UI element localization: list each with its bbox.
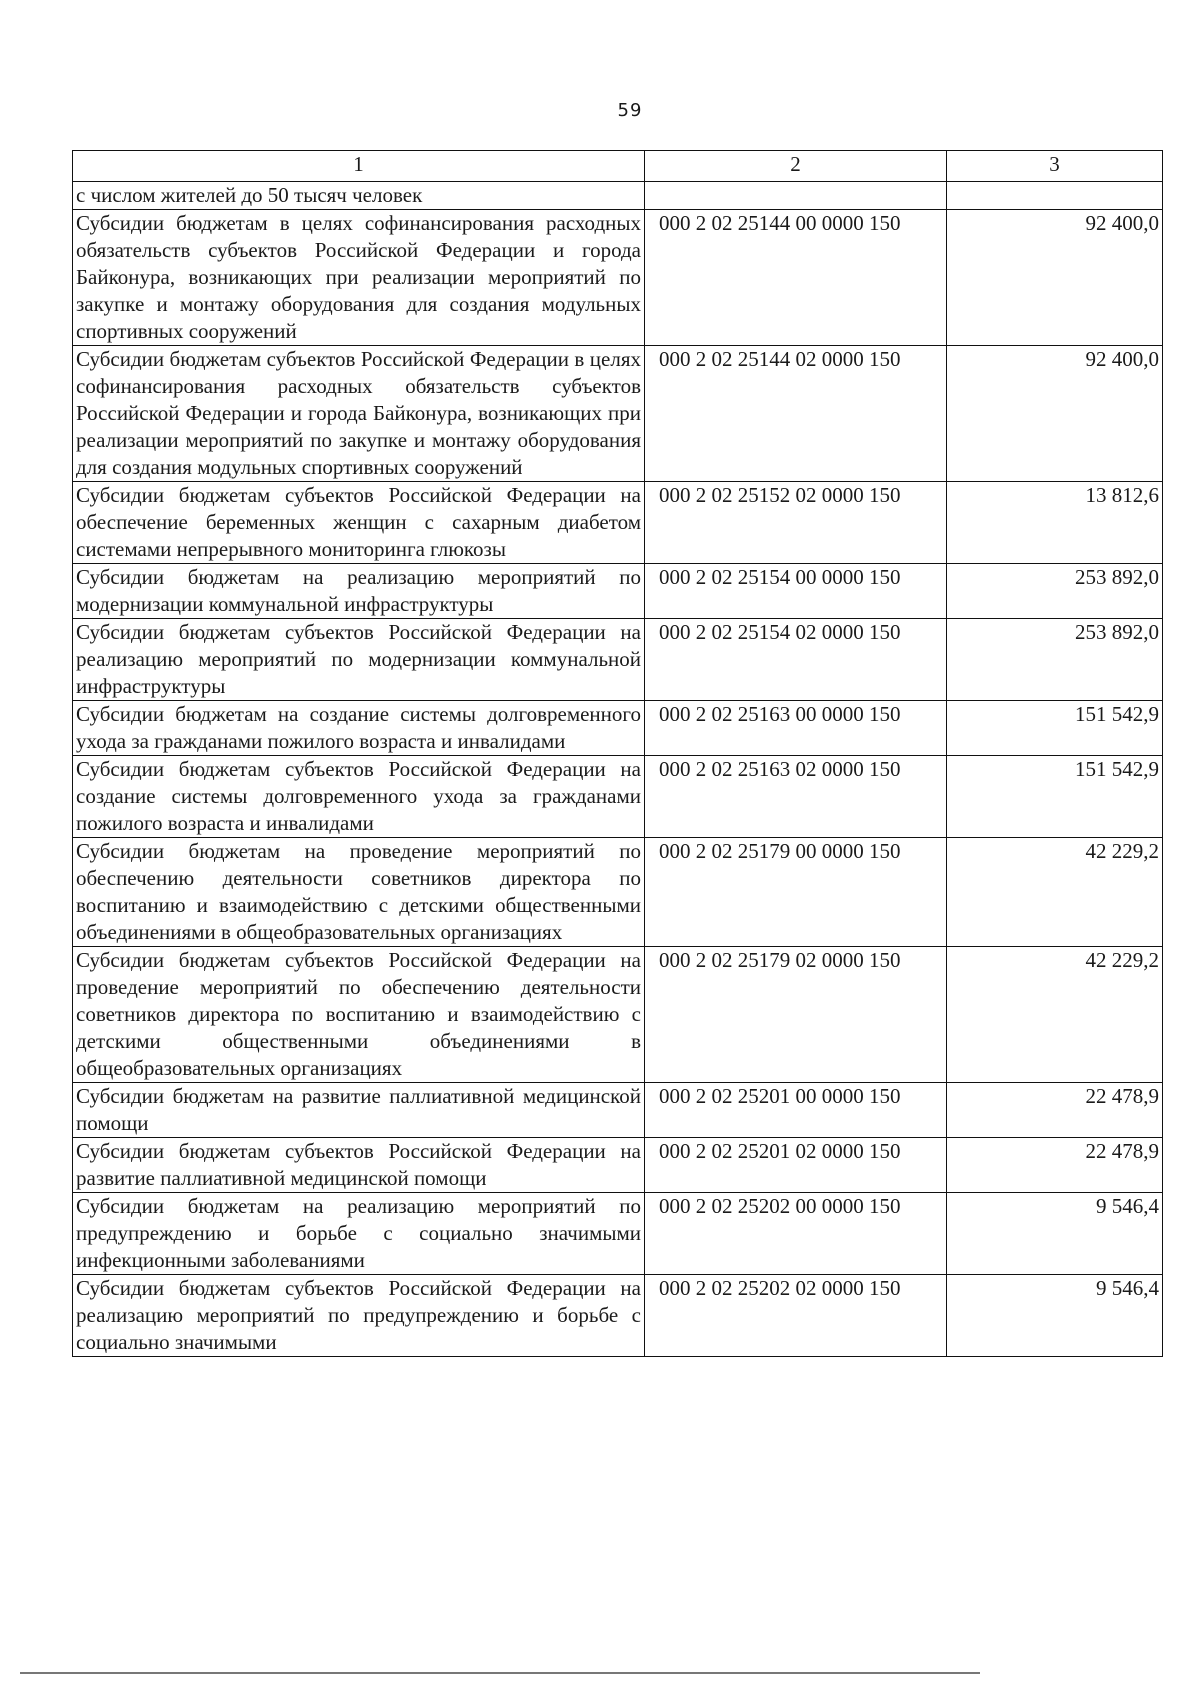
row-classification-code: 000 2 02 25202 02 0000 150 [645,1275,947,1357]
page-number: 59 [617,100,643,121]
table-row [73,1138,1163,1193]
row-description: Субсидии бюджетам на реализацию мероприятий по предупреждению и борьбе с социально значимыми инфекционными заболеваниями [73,1193,645,1275]
row-description: Субсидии бюджетам субъектов Российской Федерации на развитие паллиативной медицинской помощи [73,1138,645,1193]
row-amount [947,182,1163,210]
row-classification-code [645,182,947,210]
column-header-1: 1 [73,151,645,182]
row-classification-code: 000 2 02 25152 02 0000 150 [645,482,947,564]
table-row [73,701,1163,756]
table-row [73,838,1163,947]
row-description: Субсидии бюджетам на создание системы долговременного ухода за гражданами пожилого возраста и инвалидами [73,701,645,756]
table-row [73,210,1163,346]
row-amount: 92 400,0 [947,346,1163,482]
row-amount: 42 229,2 [947,947,1163,1083]
row-description: Субсидии бюджетам субъектов Российской Федерации на реализацию мероприятий по предупреждению и борьбе с социально значимыми [73,1275,645,1357]
row-amount: 22 478,9 [947,1138,1163,1193]
table-row [73,482,1163,564]
row-classification-code: 000 2 02 25179 00 0000 150 [645,838,947,947]
table-row [73,182,1163,210]
row-description: Субсидии бюджетам на развитие паллиативной медицинской помощи [73,1083,645,1138]
table-row [73,1275,1163,1357]
row-amount: 92 400,0 [947,210,1163,346]
row-amount: 151 542,9 [947,756,1163,838]
row-classification-code: 000 2 02 25154 00 0000 150 [645,564,947,619]
row-amount: 13 812,6 [947,482,1163,564]
row-amount: 253 892,0 [947,619,1163,701]
column-header-3: 3 [947,151,1163,182]
row-description: Субсидии бюджетам субъектов Российской Федерации в целях софинансирования расходных обязательств субъектов Российской Федерации и города Байконура, возникающих при реализации мероприятий по закупке и монтажу оборудования для создания модульных спортивных сооружений [73,346,645,482]
table-row [73,564,1163,619]
row-classification-code: 000 2 02 25154 02 0000 150 [645,619,947,701]
row-description: Субсидии бюджетам субъектов Российской Федерации на создание системы долговременного ухода за гражданами пожилого возраста и инвалидами [73,756,645,838]
row-description: Субсидии бюджетам на проведение мероприятий по обеспечению деятельности советников директора по воспитанию и взаимодействию с детскими общественными объединениями в общеобразовательных организациях [73,838,645,947]
row-classification-code: 000 2 02 25201 00 0000 150 [645,1083,947,1138]
row-amount: 9 546,4 [947,1193,1163,1275]
row-description: Субсидии бюджетам субъектов Российской Федерации на обеспечение беременных женщин с сахарным диабетом системами непрерывного мониторинга глюкозы [73,482,645,564]
table-row [73,1193,1163,1275]
table-row [73,1083,1163,1138]
row-classification-code: 000 2 02 25144 00 0000 150 [645,210,947,346]
row-classification-code: 000 2 02 25144 02 0000 150 [645,346,947,482]
bottom-rule [20,1672,980,1674]
row-classification-code: 000 2 02 25202 00 0000 150 [645,1193,947,1275]
row-amount: 151 542,9 [947,701,1163,756]
row-amount: 253 892,0 [947,564,1163,619]
row-amount: 42 229,2 [947,838,1163,947]
row-amount: 9 546,4 [947,1275,1163,1357]
table-row [73,346,1163,482]
table-row [73,947,1163,1083]
row-description: Субсидии бюджетам субъектов Российской Федерации на проведение мероприятий по обеспечению деятельности советников директора по воспитанию и взаимодействию с детскими общественными объединениями в общеобразовательных организациях [73,947,645,1083]
row-description: Субсидии бюджетам в целях софинансирования расходных обязательств субъектов Российской Федерации и города Байконура, возникающих при реализации мероприятий по закупке и монтажу оборудования для создания модульных спортивных сооружений [73,210,645,346]
table-header-row [73,151,1163,182]
row-description: Субсидии бюджетам субъектов Российской Федерации на реализацию мероприятий по модернизации коммунальной инфраструктуры [73,619,645,701]
table-row [73,619,1163,701]
row-description: с числом жителей до 50 тысяч человек [73,182,645,210]
row-amount: 22 478,9 [947,1083,1163,1138]
row-classification-code: 000 2 02 25163 00 0000 150 [645,701,947,756]
table-row [73,756,1163,838]
row-classification-code: 000 2 02 25163 02 0000 150 [645,756,947,838]
row-classification-code: 000 2 02 25201 02 0000 150 [645,1138,947,1193]
row-description: Субсидии бюджетам на реализацию мероприятий по модернизации коммунальной инфраструктуры [73,564,645,619]
column-header-2: 2 [645,151,947,182]
row-classification-code: 000 2 02 25179 02 0000 150 [645,947,947,1083]
budget-table [72,150,1163,1357]
